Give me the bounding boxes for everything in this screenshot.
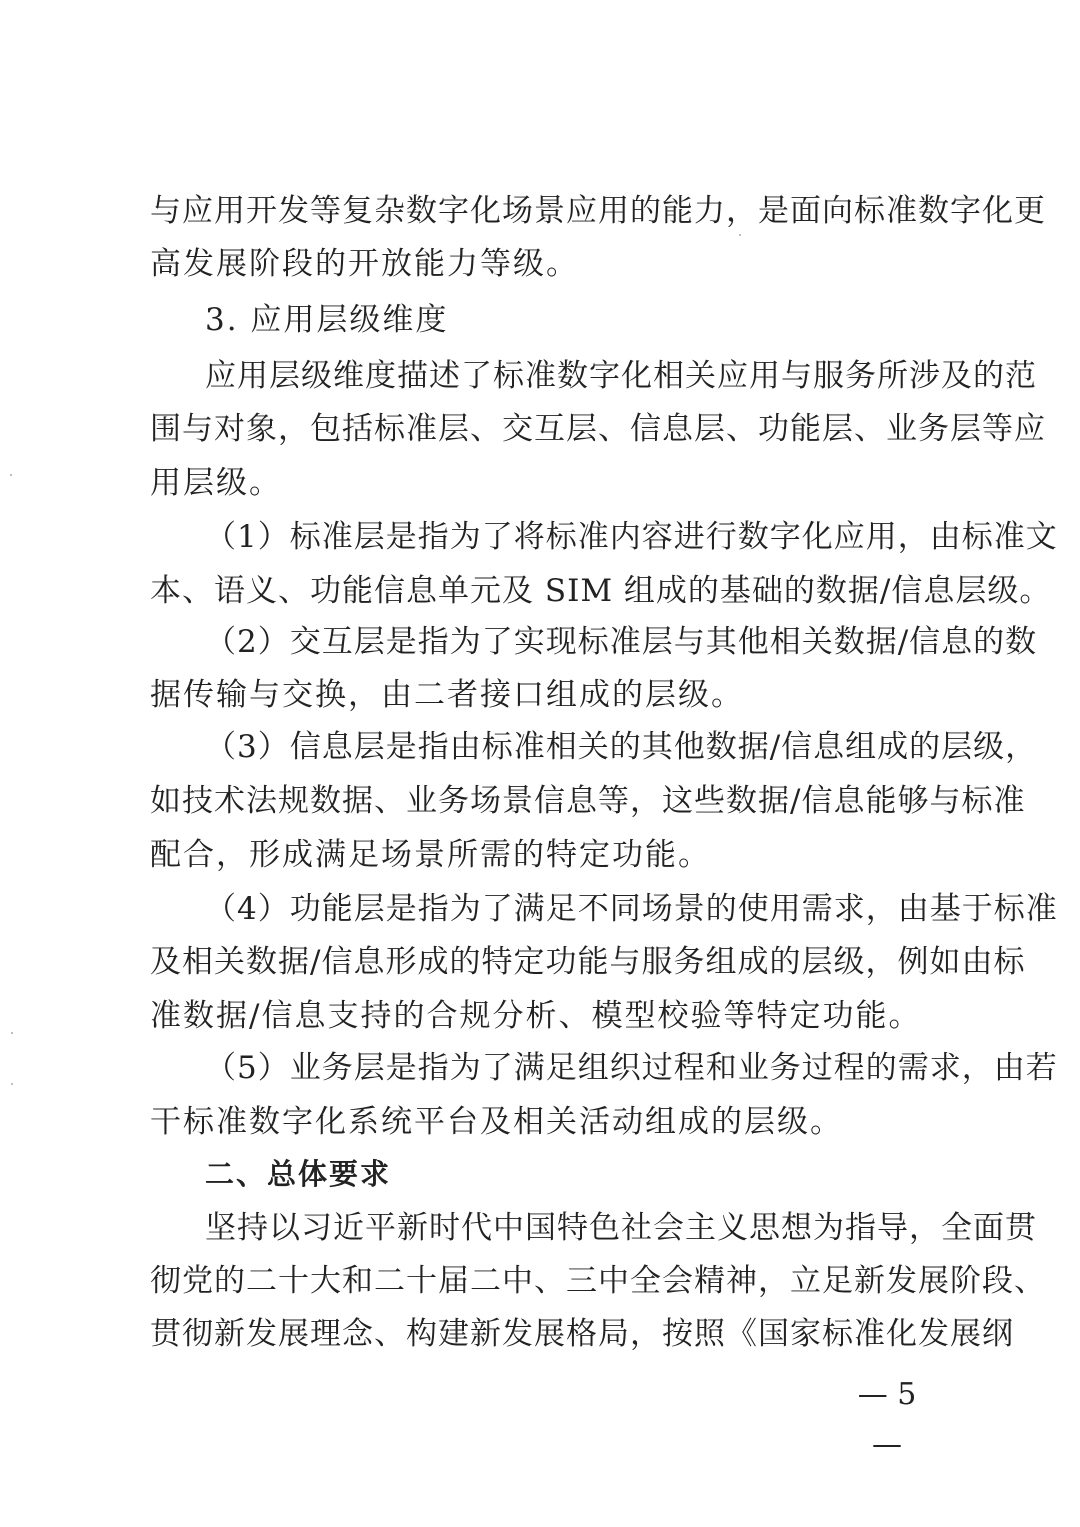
paragraph-line: 彻党的二十大和二十届二中、三中全会精神，立足新发展阶段、	[150, 1263, 1046, 1299]
scan-speck	[11, 1032, 13, 1034]
list-item-line: 如技术法规数据、业务场景信息等，这些数据/信息能够与标准	[150, 783, 1026, 819]
paragraph-line: 围与对象，包括标准层、交互层、信息层、功能层、业务层等应	[150, 411, 1046, 447]
list-item-line: 及相关数据/信息形成的特定功能与服务组成的层级，例如由标	[150, 944, 1026, 980]
list-item-line: 配合，形成满足场景所需的特定功能。	[150, 837, 711, 873]
scan-speck	[10, 474, 12, 476]
paragraph-line: 贯彻新发展理念、构建新发展格局，按照《国家标准化发展纲	[150, 1316, 1014, 1352]
paragraph-continuation-line: 高发展阶段的开放能力等级。	[150, 246, 579, 282]
scan-speck	[739, 234, 741, 236]
list-item-line: 据传输与交换，由二者接口组成的层级。	[150, 677, 744, 713]
list-item-line: 准数据/信息支持的合规分析、模型校验等特定功能。	[150, 998, 922, 1034]
section-heading: 二、总体要求	[205, 1157, 392, 1191]
list-item-line: 本、语义、功能信息单元及 SIM 组成的基础的数据/信息层级。	[150, 573, 1052, 609]
paragraph-continuation-line: 与应用开发等复杂数字化场景应用的能力，是面向标准数字化更	[150, 193, 1046, 229]
paragraph-line: 应用层级维度描述了标准数字化相关应用与服务所涉及的范	[205, 358, 1037, 394]
list-item-line: 干标准数字化系统平台及相关活动组成的层级。	[150, 1104, 843, 1140]
list-item-line: （3）信息层是指由标准相关的其他数据/信息组成的层级，	[205, 729, 1038, 765]
list-item-line: （5）业务层是指为了满足组织过程和业务过程的需求，由若	[205, 1050, 1058, 1086]
scan-speck	[11, 1083, 13, 1085]
page-number: — 5 —	[857, 1377, 917, 1462]
paragraph-line: 坚持以习近平新时代中国特色社会主义思想为指导，全面贯	[205, 1210, 1037, 1246]
list-item-line: （4）功能层是指为了满足不同场景的使用需求，由基于标准	[205, 891, 1058, 927]
paragraph-line: 用层级。	[150, 465, 282, 501]
section-subheading: 3. 应用层级维度	[205, 302, 449, 338]
list-item-line: （2）交互层是指为了实现标准层与其他相关数据/信息的数	[205, 624, 1038, 660]
list-item-line: （1）标准层是指为了将标准内容进行数字化应用，由标准文	[205, 519, 1058, 555]
